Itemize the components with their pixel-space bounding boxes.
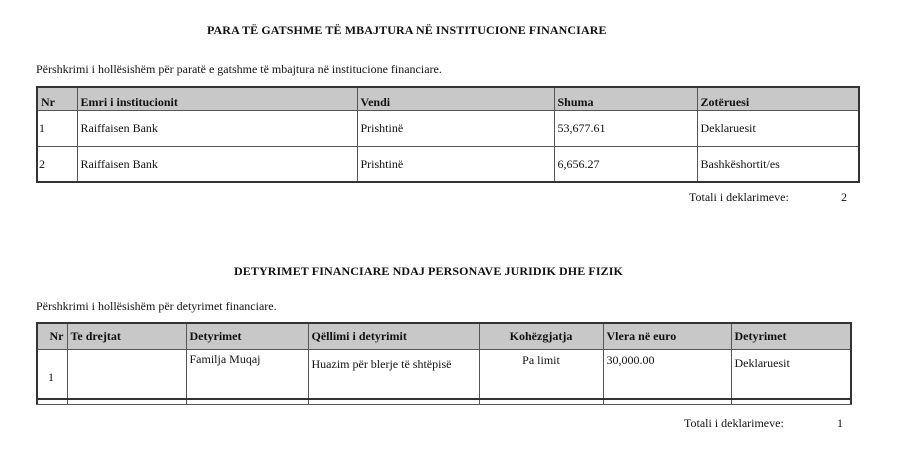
cell-institution: Raiffaisen Bank bbox=[77, 147, 357, 183]
table-row bbox=[37, 147, 859, 183]
col-header-place: Vendi bbox=[357, 87, 554, 111]
table-header-row bbox=[37, 323, 851, 350]
col-header-nr: Nr bbox=[37, 323, 67, 350]
section1-title: PARA TË GATSHME TË MBAJTURA NË INSTITUCIONE FINANCIARE bbox=[207, 23, 607, 37]
col-header-duration: Kohëzgjatja bbox=[479, 323, 603, 350]
cell-rights bbox=[67, 350, 186, 405]
section1-total-value: 2 bbox=[841, 190, 847, 204]
cell-nr: 2 bbox=[39, 157, 45, 171]
cell-purpose: Huazim për blerje të shtëpisë bbox=[308, 350, 479, 405]
col-header-obligations: Detyrimet bbox=[186, 323, 308, 350]
table-header-row bbox=[37, 87, 859, 111]
cash-institutions-table bbox=[36, 86, 860, 182]
col-header-value-euro: Vlera në euro bbox=[603, 323, 731, 350]
table-row bbox=[37, 111, 859, 147]
cell-value-euro: 30,000.00 bbox=[603, 350, 731, 405]
section2-total-label: Totali i deklarimeve: bbox=[684, 416, 784, 430]
cell-amount: 53,677.61 bbox=[554, 111, 697, 147]
financial-obligations-table bbox=[36, 322, 852, 404]
col-header-purpose: Qëllimi i detyrimit bbox=[308, 323, 479, 350]
section2-description: Përshkrimi i hollësishëm për detyrimet financiare. bbox=[36, 299, 277, 313]
table-bottom-rule bbox=[36, 398, 852, 405]
col-header-rights: Te drejtat bbox=[67, 323, 186, 350]
cell-nr: 1 bbox=[37, 111, 77, 147]
cell-duration: Pa limit bbox=[479, 350, 603, 405]
cell-nr: 1 bbox=[48, 369, 54, 384]
cell-amount: 6,656.27 bbox=[554, 147, 697, 183]
table-row bbox=[37, 350, 851, 405]
col-header-amount: Shuma bbox=[554, 87, 697, 111]
section2-total-value: 1 bbox=[837, 416, 843, 430]
cell-owner: Bashkëshortit/es bbox=[697, 147, 859, 183]
cell-place: Prishtinë bbox=[357, 111, 554, 147]
col-header-owner: Zotëruesi bbox=[697, 87, 859, 111]
col-header-institution: Emri i institucionit bbox=[77, 87, 357, 111]
section2-title: DETYRIMET FINANCIARE NDAJ PERSONAVE JURIDIK DHE FIZIK bbox=[234, 264, 623, 278]
col-header-nr: Nr bbox=[37, 87, 77, 111]
col-header-obligation-holder: Detyrimet bbox=[731, 323, 851, 350]
section1-description: Përshkrimi i hollësishëm për paratë e gatshme të mbajtura në institucione financiare. bbox=[36, 62, 442, 76]
table-bottom-rule bbox=[36, 181, 860, 183]
cell-place: Prishtinë bbox=[357, 147, 554, 183]
cell-institution: Raiffaisen Bank bbox=[77, 111, 357, 147]
cell-obligations: Familja Muqaj bbox=[186, 350, 308, 405]
cell-obligation-holder: Deklaruesit bbox=[731, 350, 851, 405]
cell-owner: Deklaruesit bbox=[697, 111, 859, 147]
section1-total-label: Totali i deklarimeve: bbox=[689, 190, 789, 204]
